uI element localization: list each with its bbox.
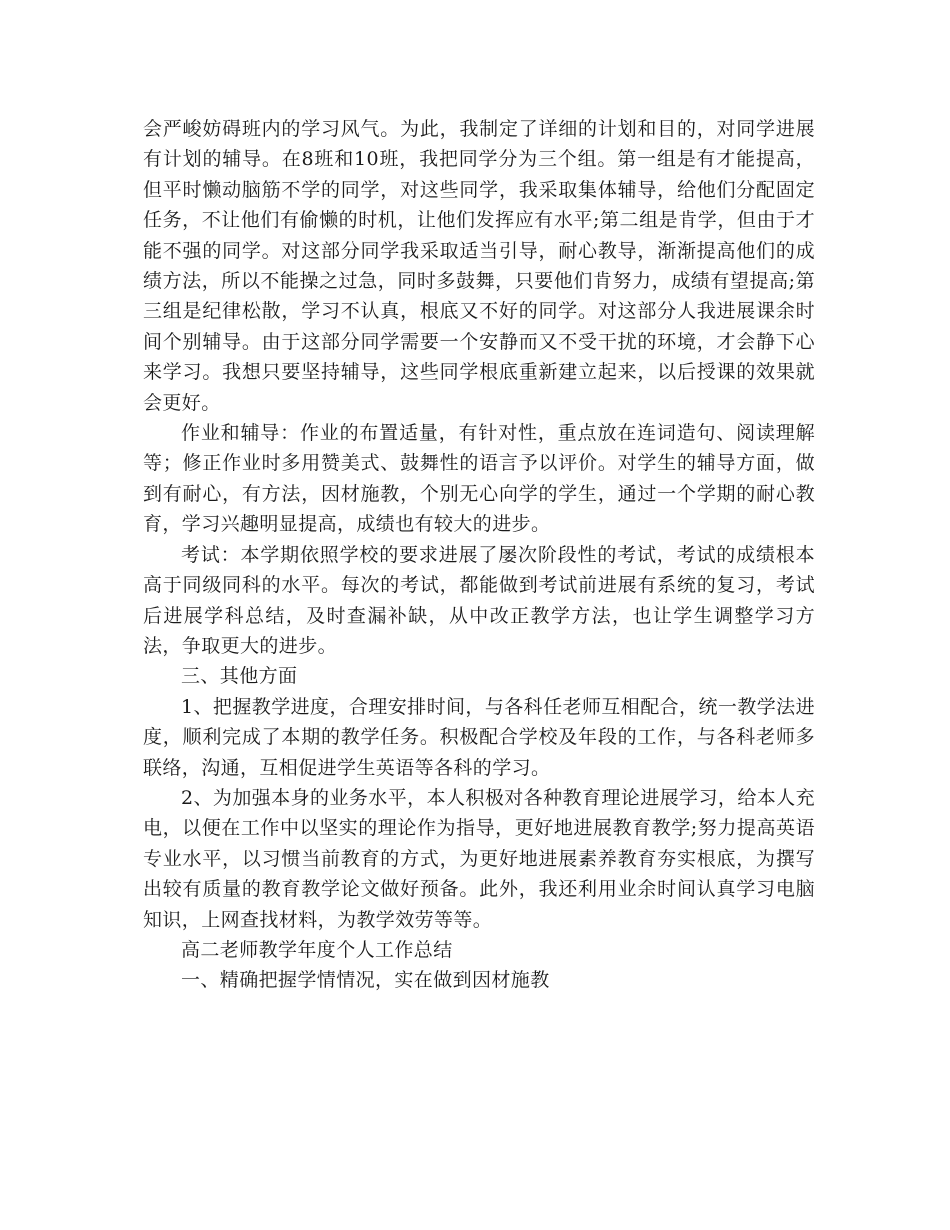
document-body: [143, 114, 815, 996]
document-title: 高二老师教学年度个人工作总结: [181, 938, 453, 961]
paragraph-item-2: 2、为加强本身的业务水平，本人积极对各种教育理论进展学习，给本人充电，以便在工作中以坚实的理论作为指导，更好地进展教育教学;努力提高英语专业水平，以习惯当前教育的方式，为更好地进展素养教育夯实根底，为撰写出较有质量的教育教学论文做好预备。此外，我还利用业余时间认真学习电脑知识，上网查找材料，为教学效劳等等。: [143, 786, 815, 931]
paragraph-homework: 作业和辅导：作业的布置适量，有针对性，重点放在连词造句、阅读理解等；修正作业时多用赞美式、鼓舞性的语言予以评价。对学生的辅导方面，做到有耐心，有方法，因材施教，个别无心向学的学生，通过一个学期的耐心教育，学习兴趣明显提高，成绩也有较大的进步。: [143, 422, 815, 536]
paragraph-item-1: 1、把握教学进度，合理安排时间，与各科任老师互相配合，统一教学法进度，顺利完成了本期的教学任务。积极配合学校及年段的工作，与各科老师多联络，沟通，互相促进学生英语等各科的学习。: [143, 695, 815, 779]
section-heading-1: 一、精确把握学情情况，实在做到因材施教: [181, 969, 550, 992]
section-heading-other: 三、其他方面: [181, 665, 298, 688]
paragraph-exams: 考试：本学期依照学校的要求进展了屡次阶段性的考试，考试的成绩根本高于同级同科的水平。每次的考试，都能做到考试前进展有系统的复习，考试后进展学科总结，及时查漏补缺，从中改正教学方法，也让学生调整学习方法，争取更大的进步。: [143, 543, 815, 657]
paragraph-1: 会严峻妨碍班内的学习风气。为此，我制定了详细的计划和目的，对同学进展有计划的辅导。在8班和10班，我把同学分为三个组。第一组是有才能提高，但平时懒动脑筋不学的同学，对这些同学，我采取集体辅导，给他们分配固定任务，不让他们有偷懒的时机，让他们发挥应有水平;第二组是肯学，但由于才能不强的同学。对这部分同学我采取适当引导，耐心教导，渐渐提高他们的成绩方法，所以不能操之过急，同时多鼓舞，只要他们肯努力，成绩有望提高;第三组是纪律松散，学习不认真，根底又不好的同学。对这部分人我进展课余时间个别辅导。由于这部分同学需要一个安静而又不受干扰的环境，才会静下心来学习。我想只要坚持辅导，这些同学根底重新建立起来，以后授课的效果就会更好。: [143, 118, 815, 414]
